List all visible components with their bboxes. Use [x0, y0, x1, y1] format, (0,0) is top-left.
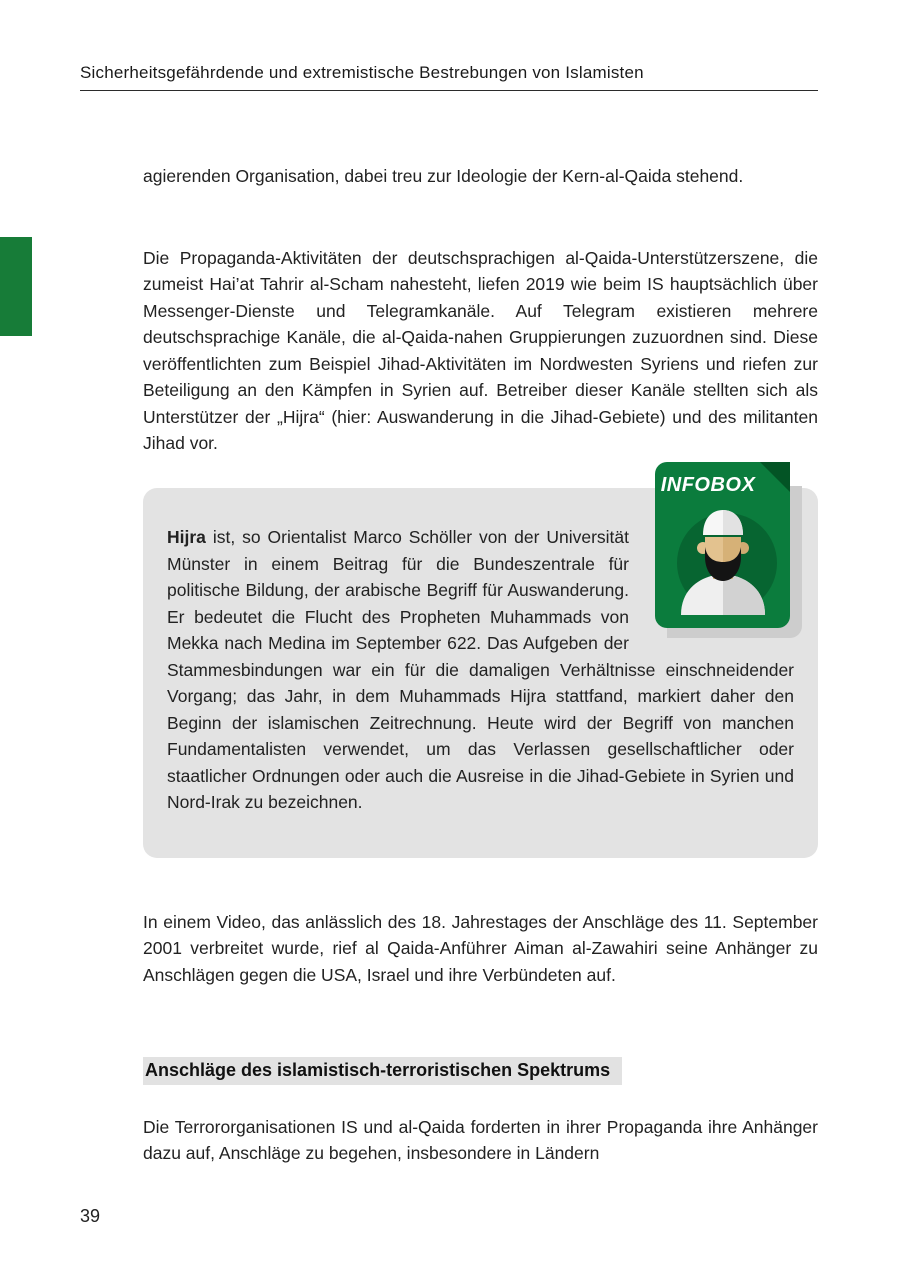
paragraph-propaganda: Die Propaganda-Aktivitäten der deutschsprachigen al-Qaida-Unterstützerszene, die zumeist Hai’at Tahrir al-Scham nahesteht, liefen 2019 wie beim IS hauptsächlich über Messenger-Dienste und Telegramkanäle. Auf Telegram existieren mehrere deutschsprachige Kanäle, die al-Qaida-nahen Gruppierungen zuzuordnen sind. Diese veröffentlichten zum Beispiel Jihad-Aktivitäten im Nordwesten Syriens und riefen zur Beteiligung an den Kämpfen in Syrien auf. Betreiber dieser Kanäle stellten sich als Unterstützer der „Hijra“ (hier: Auswanderung in die Jihad-Gebiete) und des militanten Jihad vor. [143, 247, 818, 453]
infobox-ribbon [655, 462, 790, 628]
section-heading-highlight: Anschläge des islamistisch-terroristischen Spektrums [143, 1057, 622, 1085]
infobox-body: ist, so Orientalist Marco Schöller von der Universität Münster in einem Beitrag für die Bundeszentrale für politische Bildung, der arabische Begriff für Auswanderung. Er bedeutet die Flucht des Propheten Muhammads von Mekka nach Medina im September 622. Das Aufgeben der Stammesbindungen war ein für die damaligen Verhältnisse einschneidender Vorgang; das Jahr, in dem Muhammads Hijra stattfand, markiert daher den Beginn der islamischen Zeitrechnung. Heute wird der Begriff von manchen Fundamentalisten verwendet, um das Verlassen gesellschaftlicher oder staatlicher Ordnungen oder auch die Ausreise in die Jihad-Gebiete in Syrien und Nord-Irak zu bezeichnen. [167, 527, 794, 812]
paragraph-terror-orgs: Die Terrororganisationen IS und al-Qaida forderten in ihrer Propaganda ihre Anhänger dazu auf, Anschläge zu begehen, insbesondere in Ländern [143, 1116, 818, 1163]
header-rule [80, 90, 818, 91]
infobox-panel [143, 474, 818, 858]
page-number: 39 [80, 1206, 101, 1226]
muslim-man-avatar-icon [663, 500, 783, 622]
paragraph-video: In einem Video, das anlässlich des 18. Jahrestages der Anschläge des 11. September 2001 verbreitet wurde, rief al Qaida-Anführer Aiman al-Zawahiri seine Anhänger zu Anschlägen gegen die USA, Israel und ihre Verbündeten auf. [143, 911, 818, 985]
chapter-margin-tab [0, 237, 32, 336]
ribbon-corner-fold [760, 462, 790, 492]
paragraph-carryover: agierenden Organisation, dabei treu zur Ideologie der Kern-al-Qaida stehend. [143, 165, 744, 186]
running-header: Sicherheitsgefährdende und extremistische Bestrebungen von Islamisten [80, 63, 644, 82]
ribbon-body [655, 462, 790, 628]
infobox-term: Hijra [167, 527, 206, 547]
section-heading [143, 1057, 622, 1085]
infobox-label: INFOBOX [660, 474, 756, 496]
